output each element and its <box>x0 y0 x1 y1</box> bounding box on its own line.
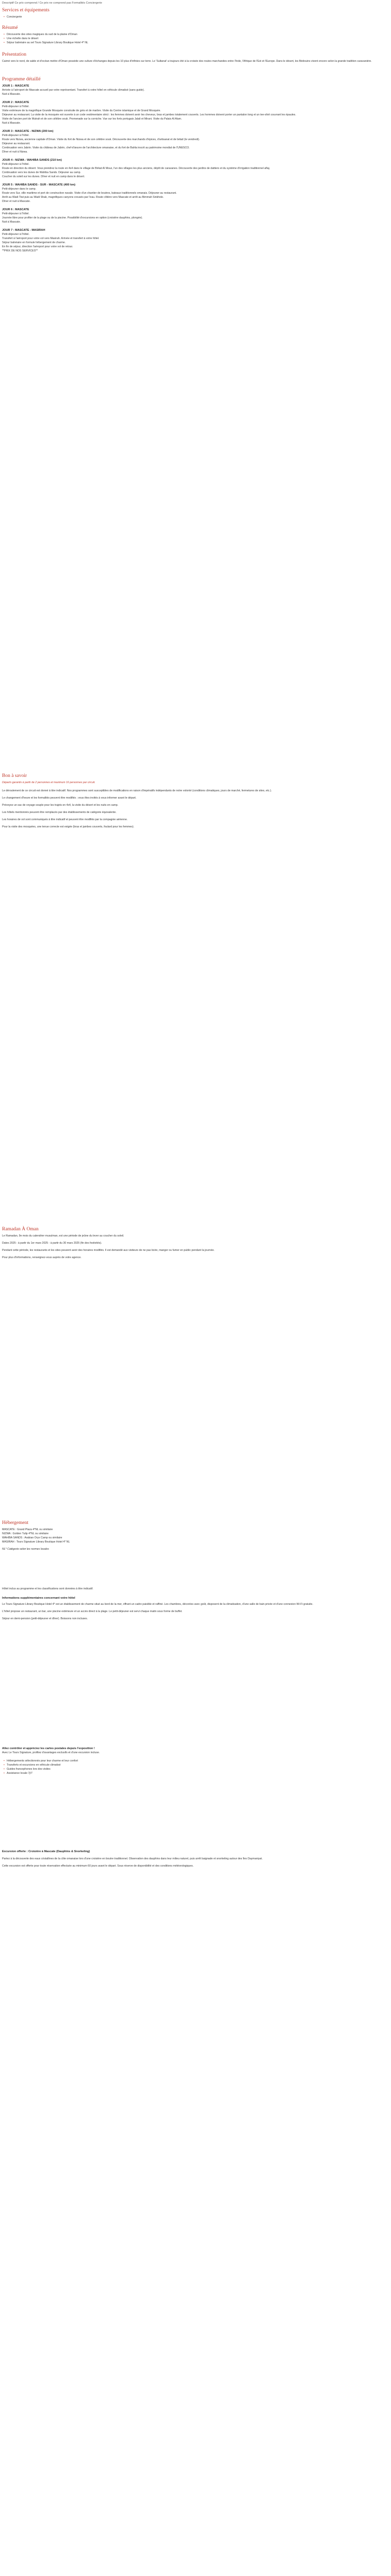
hotel-info-section <box>2 1587 389 1621</box>
day-block <box>2 100 389 125</box>
day-title: JOUR 3 : MASCATE - NIZWA (200 km) <box>2 130 54 133</box>
day-line: Nuit à Mascate. <box>2 122 21 125</box>
hotel-info-subtitle: Informations supplémentaires concernant votre hôtel <box>2 1597 75 1600</box>
day-line: En fin de séjour, direction l'aéroport pour votre vol de retour. <box>2 245 73 248</box>
day-line: Dîner et nuit à Nizwa. <box>2 150 28 154</box>
resume-item: • Séjour balnéaire au sel Tours Signature Library Boutique Hotel 4* NL <box>2 41 389 45</box>
day-line: **PRIX DE NOS SERVICES** <box>2 249 38 252</box>
resume-section <box>2 25 389 45</box>
info-paragraph: Les horaires de vol sont communiqués à titre indicatif et peuvent être modifiés par la compagnie aérienne. <box>2 818 128 821</box>
advantage-item: • Transferts et excursions en véhicule climatisé <box>2 1763 389 1767</box>
excursion-paragraph: Cette excursion est offerte pour toute réservation effectuée au minimum 60 jours avant le départ. Sous réserve de disponibilité et des conditions météorologiques. <box>2 1865 194 1868</box>
bon-a-savoir-section <box>2 773 389 829</box>
ramadan-paragraph: Dates 2025 : à partir du 1er mars 2025 - à partir du 30 mars 2025 (fin des festivités). <box>2 1242 102 1245</box>
info-paragraph: Le déroulement de ce circuit est donné à titre indicatif. Nos programmes sont susceptibles de modifications en raison d'impératifs indépendants de notre volonté (conditions climatiques, jours de marché, fermetures de sites, etc.). <box>2 789 272 792</box>
day-line: Route vers Sur, ville maritime et port de construction navale. Visite d'un chantier de boutres, bateaux traditionnels omanais. Déjeuner au restaurant. <box>2 192 177 195</box>
day-line: Coucher du soleil sur les dunes. Dîner et nuit en camp dans le désert. <box>2 175 85 178</box>
programme-section <box>2 76 389 253</box>
info-paragraph: Les hôtels mentionnés peuvent être remplacés par des établissements de catégorie équivalente. <box>2 811 117 814</box>
presentation-text: Cairné vers le nord, de sable et d'océan mettre d'Oman possède une culture d'échanges depuis les 10 plus d'infinies sur terre. Le 'Sultanat' a toujours été à la croisée des routes marchandes entre l'Inde, l'Afrique de l'Est et l'Europe. Dans le désert, les Bédouins vivent encore selon la grande tradition caravanière. <box>2 60 372 63</box>
advantages-title: Allez contrôler et appréciez les cartes postales depuis l'exposition ! <box>2 1747 95 1750</box>
day-line: Petit-déjeuner à l'hôtel. <box>2 233 29 236</box>
excursion-title: Excursion offerte : Croisière à Mascate (Dauphins & Snorkeling) <box>2 1850 90 1853</box>
day-title: JOUR 1 : MASCATE <box>2 84 29 88</box>
day-title: JOUR 4 : NIZWA - WAHIBA SANDS (210 km) <box>2 159 62 162</box>
breadcrumb: Descriptif Ce prix comprend / Ce prix ne comprend pas Formalités Conciergerie <box>2 2 102 5</box>
day-line: Route vers Nizwa, ancienne capitale d'Oman. Visite du fort de Nizwa et de son célèbre souk. Découverte des marchands d'épices, d'artisanat et de bétail (le vendredi). <box>2 138 200 141</box>
hotel-line: WAHIBA SANDS : Arabian Oryx Camp ou similaire <box>2 1536 62 1539</box>
ramadan-title: Ramadan À Oman <box>2 1227 39 1232</box>
advantages-subtitle: Avec Le Tours Signature, profitez d'avantages exclusifs et d'une excursion incluse. <box>2 1751 100 1754</box>
day-line: Petit-déjeuner à l'hôtel. <box>2 105 29 108</box>
day-line: Déjeuner au restaurant. <box>2 142 30 145</box>
presentation-section <box>2 52 389 63</box>
ramadan-paragraph: Pour plus d'informations, renseignez-vous auprès de votre agence. <box>2 1256 82 1259</box>
excursion-paragraph: Partez à la découverte des eaux cristallines de la côte omanaise lors d'une croisière en boutre traditionnel. Observation des dauphins dans leur milieu naturel, puis arrêt baignade et snorkeling autour des îles Daymaniyat. <box>2 1857 263 1860</box>
day-line: Arrêt au Wadi Tiwi puis au Wadi Shab, magnifiques canyons creusés par l'eau. Route côtière vers Mascate et arrêt au Bimmah Sinkhole. <box>2 196 164 199</box>
programme-title: Programme détaillé <box>2 77 41 82</box>
day-line: Continuation vers Jabrin. Visite du château de Jabrin, chef-d'œuvre de l'architecture omanaise, et du fort de Bahla inscrit au patrimoine mondial de l'UNESCO. <box>2 146 190 149</box>
day-block <box>2 228 389 253</box>
day-line: Petit-déjeuner à l'hôtel. <box>2 212 29 215</box>
hotel-line: NIZWA : Golden Tulip 4*NL ou similaire <box>2 1532 49 1535</box>
day-line: Petit-déjeuner dans le camp. <box>2 188 37 191</box>
hebergement-title: Hébergement <box>2 1520 28 1526</box>
day-line: Visite de l'ancien port de Mutrah et de son célèbre souk. Promenade sur la corniche. Vue sur les forts portugais Jalali et Mirani. Visite du Palais Al Alam. <box>2 117 182 121</box>
info-paragraph: Le changement d'heure et les formalités peuvent être modifiés ; vous êtes invités à vous informer avant le départ. <box>2 796 137 800</box>
day-line: Transfert à l'aéroport pour votre vol vers Masirah. Arrivée et transfert à votre hôtel. <box>2 237 100 240</box>
resume-item: • Une échelle dans le désert <box>2 37 389 41</box>
day-block <box>2 158 389 179</box>
advantage-item: • Assistance locale 7j/7 <box>2 1771 389 1775</box>
day-line: Nuit à Mascate. <box>2 93 21 96</box>
day-line: Nuit à Mascate. <box>2 221 21 224</box>
guarantee-note: Départs garantis à partir de 2 personnes et maximum 16 personnes par circuit. <box>2 781 95 784</box>
excursion-section <box>2 1850 389 1868</box>
hotel-info-paragraph: Séjour en demi-pension (petit-déjeuner et dîner). Boissons non incluses. <box>2 1617 88 1620</box>
services-title: Services et équipements <box>2 8 50 13</box>
hotel-line: MASIRAH : Tours Signature Library Boutique Hotel 4* NL <box>2 1540 70 1544</box>
day-block <box>2 183 389 204</box>
info-paragraph: Prévoyez un sac de voyage souple pour les trajets en 4x4, la visite du désert et les nuits en camp. <box>2 804 119 807</box>
day-line: Visite extérieure de la magnifique Grande Mosquée construite de grès et de marbre. Visite du Centre islamique et de Grand Mosquée. <box>2 109 161 112</box>
day-block <box>2 208 389 224</box>
hotel-category-note: NL* Catégorie selon les normes locales <box>2 1548 49 1551</box>
day-line: Arrivée à l'aéroport de Mascate accueil par votre représentant. Transfert à votre hôtel en véhicule climatisé (sans guide). <box>2 89 145 92</box>
advantage-item: • Hébergements sélectionnés pour leur charme et leur confort <box>2 1759 389 1763</box>
ramadan-section <box>2 1226 389 1260</box>
day-title: JOUR 5 : WAHIBA SANDS - SUR - MASCATE (400 km) <box>2 183 76 187</box>
day-line: Petit-déjeuner à l'hôtel. <box>2 134 29 137</box>
info-paragraph: Pour la visite des mosquées, une tenue correcte est exigée (bras et jambes couverts, foulard pour les femmes). <box>2 825 135 828</box>
day-title: JOUR 7 : MASCATE - MASIRAH <box>2 229 45 232</box>
hebergement-section <box>2 1520 389 1551</box>
advantage-item: • Guides francophones lors des visites <box>2 1767 389 1771</box>
service-item: • Conciergerie <box>2 15 389 19</box>
day-title: JOUR 6 : MASCATE <box>2 208 29 211</box>
hotel-info-paragraph: L'hôtel propose un restaurant, un bar, une piscine extérieure et un accès direct à la plage. Le petit-déjeuner est servi chaque matin sous forme de buffet. <box>2 1610 183 1613</box>
day-block <box>2 84 389 96</box>
day-line: Petit-déjeuner à l'hôtel. <box>2 163 29 166</box>
day-block <box>2 129 389 154</box>
presentation-title: Présentation <box>2 52 26 57</box>
ramadan-paragraph: Pendant cette période, les restaurants et les sites peuvent avoir des horaires modifiés. Il est demandé aux visiteurs de ne pas boire, manger ou fumer en public pendant la journée. <box>2 1249 215 1252</box>
hotel-intro: Hôtel inclus au programme et les classifications sont données à titre indicatif. <box>2 1587 93 1590</box>
ramadan-paragraph: Le Ramadan, 9e mois du calendrier musulman, est une période de jeûne du lever au coucher du soleil. <box>2 1234 124 1238</box>
day-line: Journée libre pour profiter de la plage ou de la piscine. Possibilité d'excursions en option (croisière dauphins, plongée). <box>2 216 143 219</box>
day-line: Route en direction du désert. Vous prendrez la route en 4x4 dans le village de Birkat Al Mouz, l'un des villages les plus anciens, dépôt de caravanes. Découverte des jardins de dattiers et du système d'irrigation traditionnel aflaj. <box>2 167 270 170</box>
day-line: Séjour balnéaire en formule hébergement de charme. <box>2 241 66 244</box>
day-line: Dîner et nuit à Mascate. <box>2 200 31 203</box>
day-line: Déjeuner au restaurant. La visite de la mosquée est ouverte à un code vestimentaire strict : les femmes doivent avoir les cheveux, bras et jambes totalement couverts. Les hommes doivent porter un pantalon long et un tee-shirt couvrant les épaules. <box>2 113 296 116</box>
day-line: Continuation vers les dunes de Wahiba Sands. Déjeuner au camp. <box>2 171 81 174</box>
bon-a-savoir-title: Bon à savoir <box>2 773 27 778</box>
resume-item: • Découverte des sites magiques du sud de la plaine d'Oman <box>2 32 389 37</box>
resume-title: Résumé <box>2 25 18 30</box>
services-section <box>2 7 389 19</box>
day-title: JOUR 2 : MASCATE <box>2 101 29 104</box>
advantages-section <box>2 1747 389 1775</box>
hotel-info-paragraph: Le Tours Signature Library Boutique Hotel 4* est un établissement de charme situé au bord de la mer, offrant un cadre paisible et raffiné. Les chambres, décorées avec goût, disposent de la climatisation, d'une salle de bain privée et d'une connexion Wi-Fi gratuite. <box>2 1603 313 1606</box>
hotel-line: MASCATE : Grand Plaza 4*NL ou similaire <box>2 1528 53 1531</box>
